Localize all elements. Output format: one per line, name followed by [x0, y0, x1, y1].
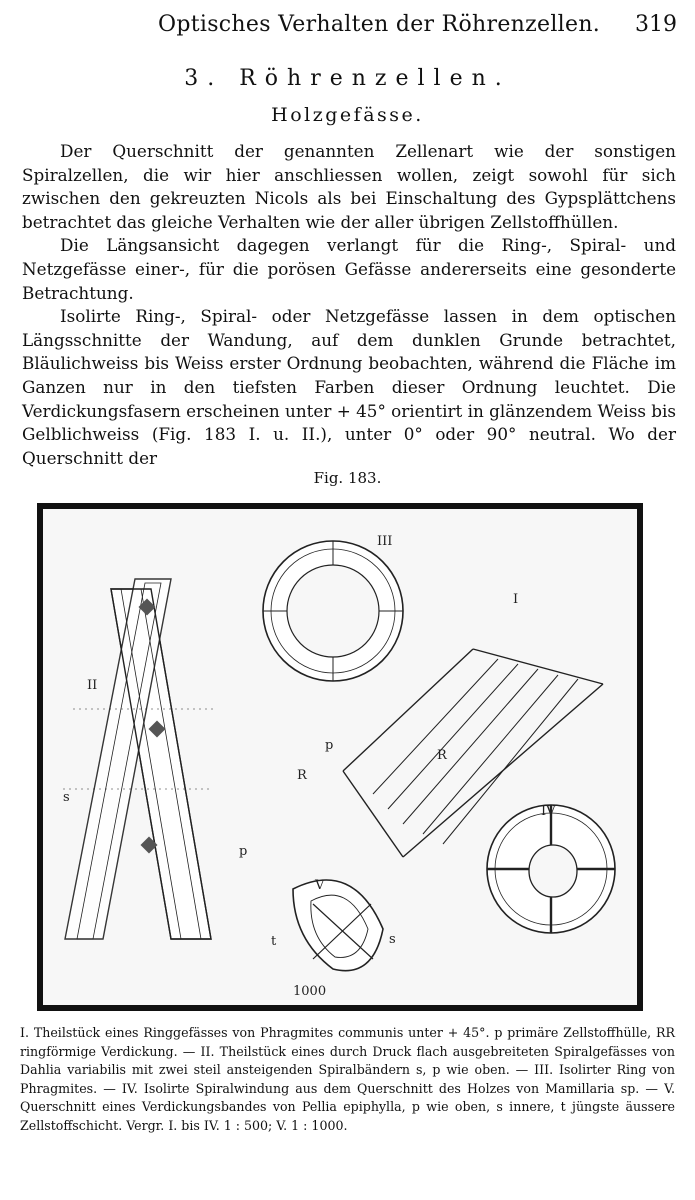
running-head: Optisches Verhalten der Röhrenzellen.: [158, 12, 601, 37]
chapter-heading: 3. Röhrenzellen.: [184, 66, 511, 91]
fig-IV-spiral-winding: [487, 805, 615, 933]
label-p2: p: [239, 844, 248, 859]
label-R: R: [297, 768, 307, 783]
label-s: s: [63, 790, 70, 805]
figure-illustration: [43, 509, 637, 1005]
paragraph: Der Querschnitt der genannten Zellenart wie der sonstigen Spiralzellen, die wir hier anschliessen wollen, zeigt sowohl für sich zwischen den gekreuzten Nicols als bei Einschaltung des Gypsplättchens betrachtet das gleiche Verhalten wie der aller übrigen Zellstoffhüllen.: [22, 141, 676, 232]
label-IV: IV: [541, 804, 556, 819]
paragraph: Isolirte Ring-, Spiral- oder Netzgefässe lassen in dem optischen Längsschnitte der Wandung, auf dem dunklen Grunde betrachtet, Bläulichweiss bis Weiss erster Ordnung beobachten, während die Fläche im Ganzen nur in den tiefsten Farben dieser Ordnung leuchtet. Die Verdickungsfasern erscheinen unter + 45° orientirt in glänzendem Weiss bis Gelblichweiss (Fig. 183 I. u. II.), unter 0° oder 90° neutral. Wo der Querschnitt der: [22, 306, 677, 468]
fig-II-spiral-vessel: [63, 579, 213, 939]
page-number: 319: [635, 12, 677, 37]
scale-label: 1000: [293, 984, 327, 999]
figure-caption: [20, 1024, 675, 1136]
caption-text: I. Theilstück eines Ringgefässes von Phragmites communis unter + 45°. p primäre Zellstoffhülle, RR ringförmige Verdickung. — II. Theilstück eines durch Druck flach ausgebreiteten Spiralgefässes von Dahlia variabilis mit zwei steil ansteigenden Spiralbändern s, p wie oben. — III. Isolirter Ring von Phragmites. — IV. Isolirte Spiralwindung aus dem Querschnitt des Holzes von Mamillaria sp. — V. Querschnitt eines Verdickungsbandes von Pellia epiphylla, p wie oben, s innere, t jüngste äussere Zellstoffschicht. Vergr. I. bis IV. 1 : 500; V. 1 : 1000.: [20, 1025, 675, 1133]
label-s2: s: [389, 932, 396, 947]
figure-plate: [37, 503, 643, 1011]
label-t: t: [271, 934, 277, 949]
label-I: I: [513, 592, 519, 607]
label-p: p: [325, 738, 334, 753]
label-III: III: [377, 534, 393, 549]
section-heading: Holzgefässe.: [271, 104, 424, 126]
fig-V-cross-section: [293, 880, 383, 971]
label-II: II: [87, 678, 98, 693]
page-header: [18, 12, 677, 42]
label-V: V: [315, 878, 325, 893]
figure-label: Fig. 183.: [313, 469, 382, 487]
paragraph: Die Längsansicht dagegen verlangt für die Ring-, Spiral- und Netzgefässe einer-, für die porösen Gefässe andererseits eine gesonderte Betrachtung.: [22, 235, 676, 303]
label-R2: R: [437, 748, 447, 763]
body-text: [22, 140, 676, 470]
fig-III-ring: [263, 541, 403, 681]
